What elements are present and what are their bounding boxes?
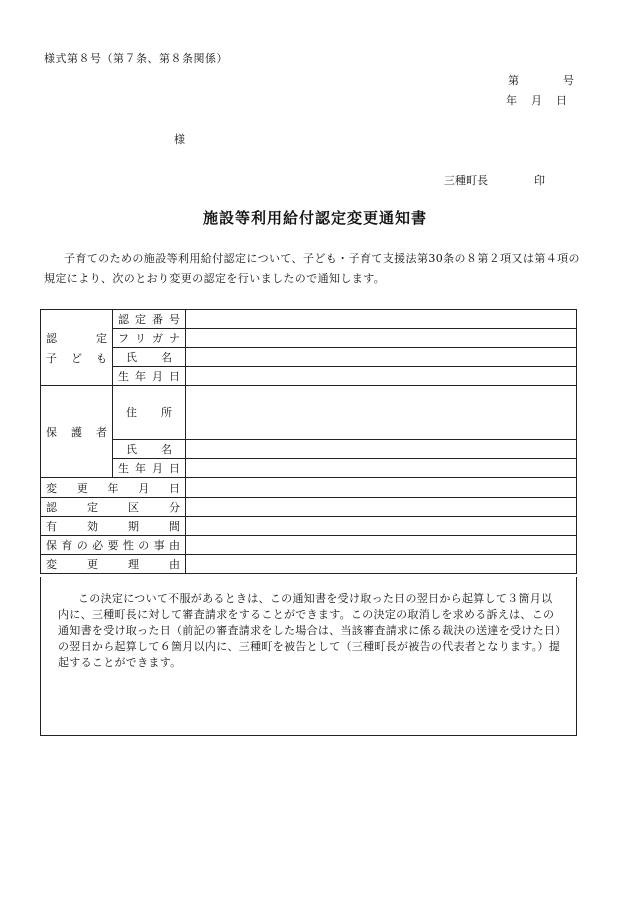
guardian-group-label: 保 護 者 [41,386,113,478]
cert-number-field[interactable] [186,310,577,329]
furigana-label: フ リ ガ ナ [113,329,186,348]
document-date [506,92,567,108]
date-month-label: 月 [531,94,542,107]
cert-category-field[interactable] [186,498,577,517]
issuer-name: 三種町長 [444,174,488,187]
valid-period-label: 有 効 期 間 [41,517,186,536]
guardian-birth-label: 生 年 月 日 [113,459,186,478]
guardian-birth-field[interactable] [186,459,577,478]
child-birth-field[interactable] [186,367,577,386]
cert-number-label: 認 定 番 号 [113,310,186,329]
address-field[interactable] [186,386,577,440]
document-number-suffix: 号 [563,74,574,87]
child-name-label: 氏 名 [113,348,186,367]
document-number [508,72,574,88]
child-birth-label: 生 年 月 日 [113,367,186,386]
valid-period-field[interactable] [186,517,577,536]
date-year-label: 年 [506,94,517,107]
issuer [444,172,545,188]
change-date-label: 変 更 年 月 日 [41,478,186,498]
appeal-notice-box [40,577,577,736]
form-table [40,309,577,574]
appeal-notice-paragraph [58,591,563,671]
document-number-prefix: 第 [508,74,519,87]
seal-mark: 印 [534,174,545,187]
child-name-field[interactable] [186,348,577,367]
child-group-label: 認 定 子 ど も [41,310,113,386]
document-title: 施設等利用給付認定変更通知書 [202,209,427,227]
furigana-field[interactable] [186,329,577,348]
date-day-label: 日 [556,94,567,107]
change-reason-field[interactable] [186,555,577,574]
guardian-name-label: 氏 名 [113,440,186,459]
intro-paragraph [44,249,582,289]
address-label: 住 所 [113,386,186,440]
childcare-reason-label: 保 育 の 必 要 性 の 事 由 [41,536,186,555]
change-reason-label: 変 更 理 由 [41,555,186,574]
form-number: 様式第８号（第７条、第８条関係） [44,52,228,65]
appeal-notice-text: この決定について不服があるときは、この通知書を受け取った日の翌日から起算して３箇月以内に、三種町長に対して審査請求をすることができます。この決定の取消しを求める訴えは、この通知書を受け取った日（前記の審査請求をした場合は、当該審査請求に係る裁決の送達を受けた日）の翌日から起算して６箇月以内に、三種町を被告として（三種町長が被告の代表者となります。）提起することができます。 [58,592,561,669]
addressee: 様 [174,133,185,146]
cert-category-label: 認 定 区 分 [41,498,186,517]
change-date-field[interactable] [186,478,577,498]
childcare-reason-field[interactable] [186,536,577,555]
guardian-name-field[interactable] [186,440,577,459]
intro-text: 子育てのための施設等利用給付認定について、子ども・子育て支援法第30条の８第２項又は第４項の規定により、次のとおり変更の認定を行いましたので通知します。 [44,252,580,285]
